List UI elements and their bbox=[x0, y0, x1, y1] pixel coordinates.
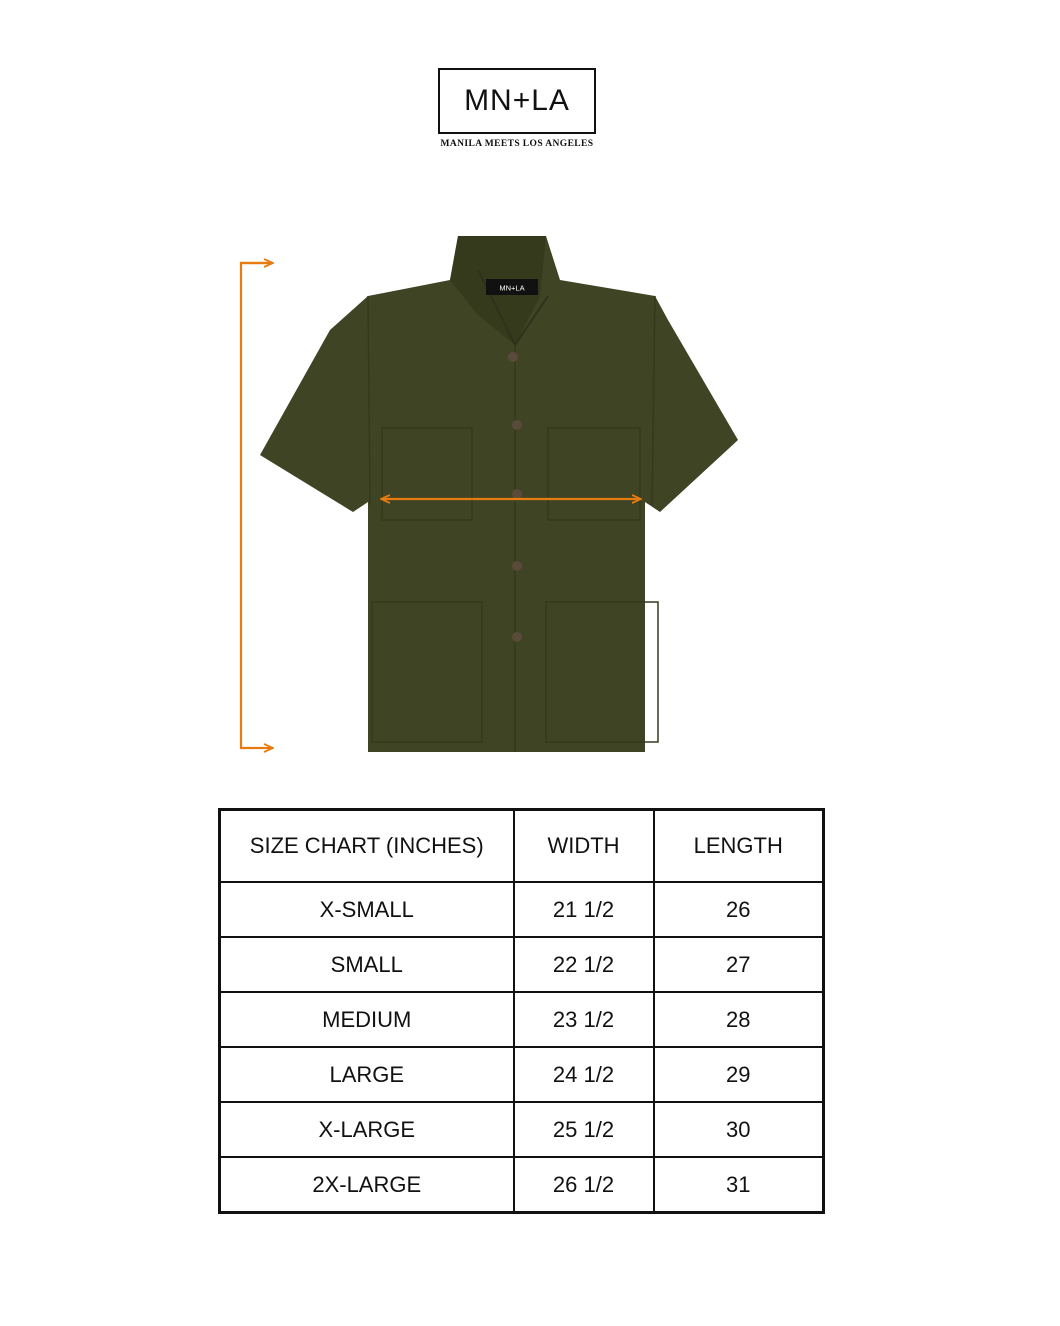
logo-text: MN+LA bbox=[464, 84, 570, 117]
shirt-button bbox=[512, 632, 522, 642]
length-arrow bbox=[241, 263, 272, 748]
length-cell: 31 bbox=[654, 1157, 824, 1213]
width-cell: 26 1/2 bbox=[514, 1157, 654, 1213]
width-cell: 21 1/2 bbox=[514, 882, 654, 937]
table-header-row bbox=[220, 810, 824, 883]
length-cell: 27 bbox=[654, 937, 824, 992]
shirt-button bbox=[512, 420, 522, 430]
brand-tagline: MANILA MEETS LOS ANGELES bbox=[440, 139, 594, 149]
width-cell: 22 1/2 bbox=[514, 937, 654, 992]
size-cell: X-LARGE bbox=[220, 1102, 514, 1157]
table-row bbox=[220, 1102, 824, 1157]
size-cell: SMALL bbox=[220, 937, 514, 992]
size-cell: MEDIUM bbox=[220, 992, 514, 1047]
table-row bbox=[220, 1157, 824, 1213]
width-cell: 24 1/2 bbox=[514, 1047, 654, 1102]
shirt-button bbox=[512, 489, 522, 499]
size-cell: 2X-LARGE bbox=[220, 1157, 514, 1213]
width-cell: 23 1/2 bbox=[514, 992, 654, 1047]
header-length: LENGTH bbox=[654, 810, 824, 883]
header-width: WIDTH bbox=[514, 810, 654, 883]
size-chart-table bbox=[218, 808, 825, 1214]
neck-label-text: MN+LA bbox=[499, 283, 525, 293]
length-cell: 26 bbox=[654, 882, 824, 937]
shirt-button bbox=[512, 561, 522, 571]
table-row bbox=[220, 1047, 824, 1102]
length-cell: 28 bbox=[654, 992, 824, 1047]
size-cell: LARGE bbox=[220, 1047, 514, 1102]
table-row bbox=[220, 937, 824, 992]
size-cell: X-SMALL bbox=[220, 882, 514, 937]
header-size-chart: SIZE CHART (INCHES) bbox=[220, 810, 514, 883]
table-row bbox=[220, 882, 824, 937]
shirt-button bbox=[508, 352, 518, 362]
length-cell: 29 bbox=[654, 1047, 824, 1102]
width-cell: 25 1/2 bbox=[514, 1102, 654, 1157]
table-row bbox=[220, 992, 824, 1047]
length-cell: 30 bbox=[654, 1102, 824, 1157]
